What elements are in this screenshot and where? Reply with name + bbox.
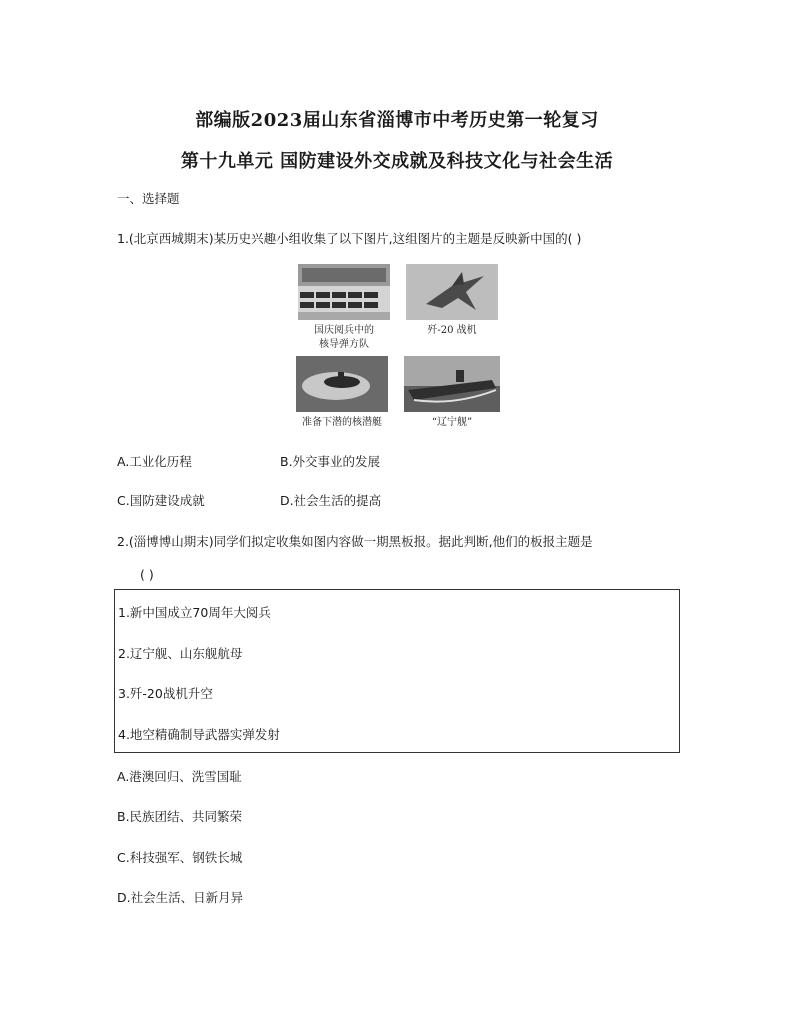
question-1-stem: 1.(北京西城期末)某历史兴趣小组收集了以下图片,这组图片的主题是反映新中国的( ): [117, 231, 582, 246]
caption-2: 歼-20 战机: [427, 325, 477, 336]
document-subtitle: 第十九单元 国防建设外交成就及科技文化与社会生活: [180, 151, 614, 172]
question-2-stem: 2.(淄博博山期末)同学们拟定收集如图内容做一期黑板报。据此判断,他们的板报主题是: [117, 534, 593, 549]
q1-option-d: D.社会生活的提高: [280, 493, 382, 508]
caption-1b: 核导弹方队: [319, 339, 369, 350]
document-title: 部编版2023届山东省淄博市中考历史第一轮复习: [195, 110, 599, 131]
fighter-jet-photo: [406, 264, 498, 320]
box-item-4: 4.地空精确制导武器实弹发射: [118, 727, 280, 742]
question-1-figure: [290, 262, 510, 432]
blackboard-content-box: [114, 589, 680, 753]
q2-option-d: D.社会生活、日新月异: [117, 890, 244, 905]
q1-option-c: C.国防建设成就: [117, 493, 205, 508]
box-item-2: 2.辽宁舰、山东舰航母: [118, 646, 243, 661]
question-2-blank: ( ): [140, 567, 154, 582]
section-heading: 一、选择题: [117, 191, 180, 206]
caption-1a: 国庆阅兵中的: [314, 325, 374, 336]
box-item-3: 3.歼-20战机升空: [118, 686, 213, 701]
submarine-photo: [296, 356, 388, 412]
caption-3: 准备下潜的核潜艇: [302, 417, 382, 428]
q1-option-a: A.工业化历程: [117, 454, 192, 469]
box-item-1: 1.新中国成立70周年大阅兵: [118, 605, 271, 620]
aircraft-carrier-photo: [404, 356, 500, 412]
q2-option-c: C.科技强军、钢铁长城: [117, 850, 243, 865]
parade-photo: [298, 264, 390, 320]
q2-option-a: A.港澳回归、洗雪国耻: [117, 769, 242, 784]
q1-option-b: B.外交事业的发展: [280, 454, 381, 469]
caption-4: “辽宁舰”: [431, 417, 473, 428]
q2-option-b: B.民族团结、共同繁荣: [117, 809, 243, 824]
